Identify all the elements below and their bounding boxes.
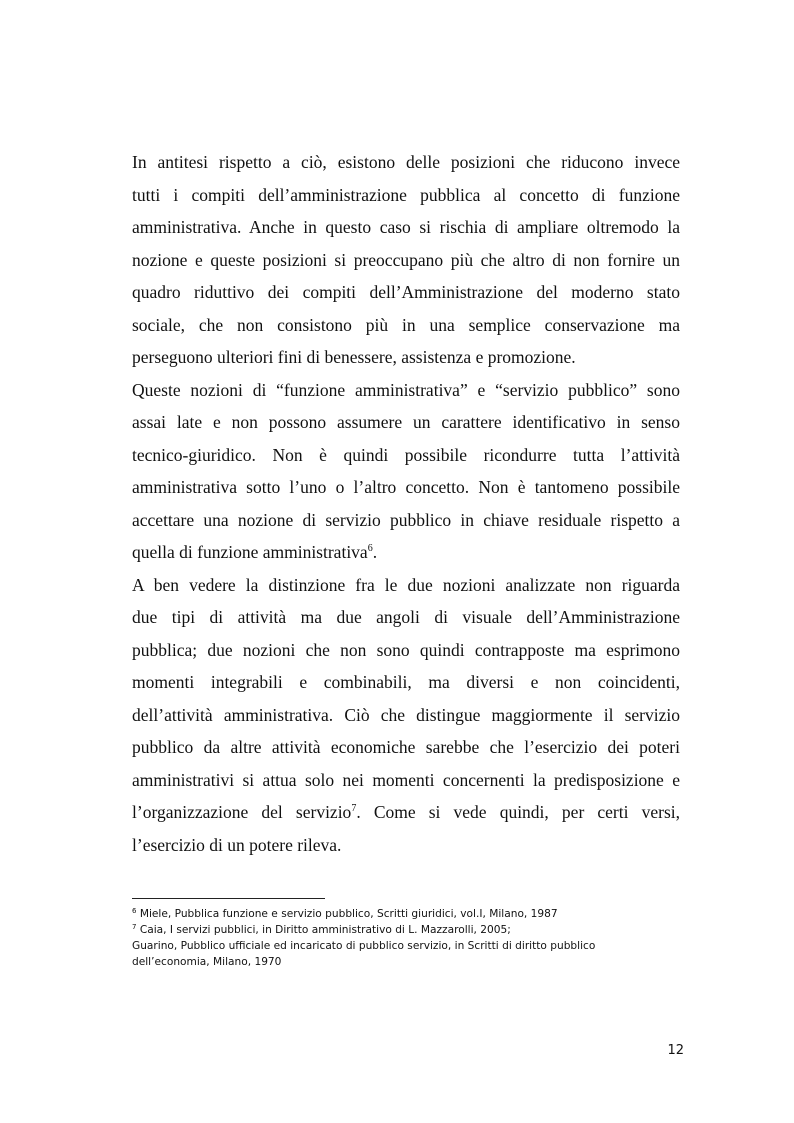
text-line: accettare una nozione di servizio pubblico in chiave residuale rispetto a — [132, 509, 680, 530]
text-line: due tipi di attività ma due angoli di visuale dell’Amministrazione — [132, 607, 680, 627]
text-segment: . — [372, 542, 378, 562]
text-line: A ben vedere la distinzione fra le due nozioni analizzate non riguarda — [132, 574, 680, 595]
footnote-reference[interactable]: 6 — [367, 543, 373, 554]
footnote-continuation-line: dell’economia, Milano, 1970 — [132, 956, 282, 968]
footnote-text: Caia, I servizi pubblici, in Diritto amministrativo di L. Mazzarolli, 2005; — [136, 924, 511, 936]
text-line: tutti i compiti dell’amministrazione pubblica al concetto di funzione — [132, 184, 680, 205]
text-line: dell’attività amministrativa. Ciò che distingue maggiormente il servizio — [132, 704, 680, 725]
text-line: l’esercizio di un potere rileva. — [132, 834, 342, 855]
paragraph-2 — [132, 374, 680, 569]
text-line: nozione e queste posizioni si preoccupano più che altro di non fornire un — [132, 249, 680, 270]
text-line: pubblico da altre attività economiche sarebbe che l’esercizio dei poteri — [132, 737, 680, 757]
body-text — [132, 146, 680, 861]
footnote-separator — [132, 898, 325, 899]
text-line: sociale, che non consistono più in una semplice conservazione ma — [132, 314, 680, 335]
footnote-continuation-line: Guarino, Pubblico ufficiale ed incaricato di pubblico servizio, in Scritti di diritto pubblico — [132, 940, 596, 952]
text-line: quadro riduttivo dei compiti dell’Amministrazione del moderno stato — [132, 282, 680, 302]
footnotes — [132, 906, 692, 970]
text-line: amministrativa. Anche in questo caso si rischia di ampliare oltremodo la — [132, 217, 680, 237]
footnote-reference[interactable]: 7 — [351, 803, 357, 814]
paragraph-3 — [132, 569, 680, 862]
text-line: momenti integrabili e combinabili, ma diversi e non coincidenti, — [132, 672, 680, 692]
text-segment: . Come si vede quindi, per certi versi, — [356, 802, 680, 822]
text-line: In antitesi rispetto a ciò, esistono delle posizioni che riducono invece — [132, 152, 680, 172]
text-line: assai late e non possono assumere un carattere identificativo in senso — [132, 412, 680, 432]
text-line — [132, 796, 680, 829]
text-line: perseguono ulteriori fini di benessere, assistenza e promozione. — [132, 347, 576, 367]
text-line — [132, 536, 680, 569]
footnote-text: Miele, Pubblica funzione e servizio pubblico, Scritti giuridici, vol.I, Milano, 1987 — [136, 908, 558, 920]
footnote-6 — [132, 906, 692, 922]
footnote-7 — [132, 922, 692, 938]
text-line: pubblica; due nozioni che non sono quindi contrapposte ma esprimono — [132, 639, 680, 660]
text-line: tecnico-giuridico. Non è quindi possibile ricondurre tutta l’attività — [132, 444, 680, 465]
text-line: amministrativa sotto l’uno o l’altro concetto. Non è tantomeno possibile — [132, 477, 680, 497]
paragraph-1 — [132, 146, 680, 374]
text-segment: l’organizzazione del servizio — [132, 802, 352, 822]
text-segment: quella di funzione amministrativa — [132, 542, 368, 562]
text-line: amministrativi si attua solo nei momenti concernenti la predisposizione e — [132, 769, 680, 790]
text-line: Queste nozioni di “funzione amministrativa” e “servizio pubblico” sono — [132, 379, 680, 400]
page-number: 12 — [667, 1043, 684, 1058]
footnote-number: 6 — [132, 907, 137, 915]
footnote-number: 7 — [132, 923, 137, 931]
